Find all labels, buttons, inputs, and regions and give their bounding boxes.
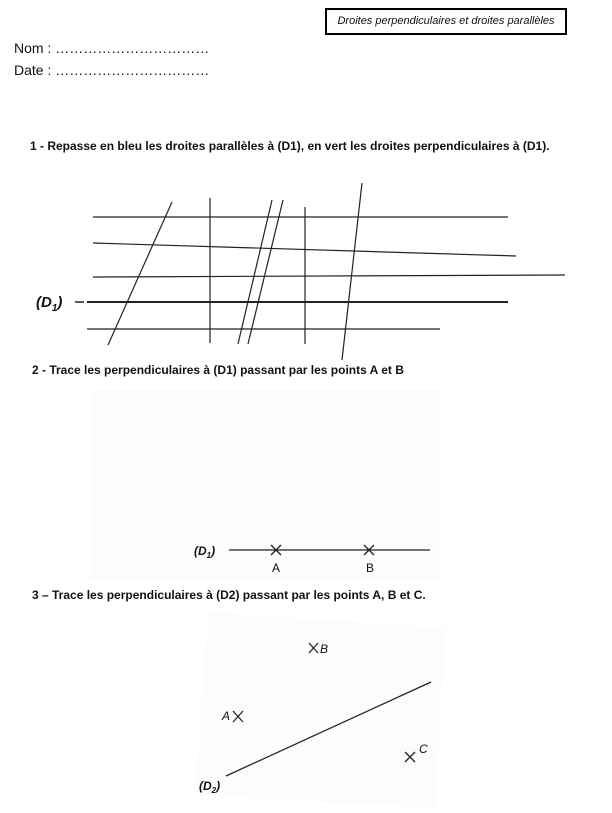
d2-subscript: 2 — [211, 786, 217, 795]
oblique-line — [108, 202, 172, 345]
ex2-paper-area — [90, 390, 440, 580]
point-a-label: A — [271, 561, 281, 575]
oblique-line — [238, 200, 272, 344]
point-b-label: B — [365, 561, 375, 575]
exercise-2-figure — [90, 390, 440, 580]
d2-letter: D — [203, 779, 212, 793]
date-label: Date : — [14, 62, 52, 78]
horizontal-line — [93, 275, 565, 277]
point-c-label: C — [419, 742, 428, 756]
date-blank: …………………………… — [55, 62, 210, 78]
name-blank: …………………………… — [55, 40, 210, 56]
name-label: Nom : — [14, 40, 52, 56]
slightly-oblique-line — [342, 183, 362, 360]
exercise-3-figure — [195, 612, 445, 808]
exercise-1-figure — [87, 183, 565, 360]
d1-letter: D — [41, 294, 52, 311]
d1-subscript: 1 — [51, 303, 58, 314]
point-a-label: A — [222, 709, 231, 723]
exercise-3-instruction: 3 – Trace les perpendiculaires à (D2) passant par les points A, B et C. — [32, 588, 426, 602]
d1-label: $(D_1)$ — [36, 294, 63, 314]
point-b-label: B — [320, 642, 329, 656]
d2-label: $(D_2)$ — [199, 779, 221, 795]
d1-subscript: 1 — [206, 551, 212, 560]
exercise-1-instruction: 1 - Repasse en bleu les droites parallèles à (D1), en vert les droites perpendiculaires à (D1). — [30, 139, 550, 153]
d1-letter: D — [198, 544, 207, 558]
d1-label: $(D_1)$ — [194, 544, 216, 560]
worksheet-title: Droites perpendiculaires et droites parallèles — [325, 8, 567, 35]
oblique-line — [248, 200, 283, 344]
exercise-2-instruction: 2 - Trace les perpendiculaires à (D1) passant par les points A et B — [32, 363, 404, 377]
